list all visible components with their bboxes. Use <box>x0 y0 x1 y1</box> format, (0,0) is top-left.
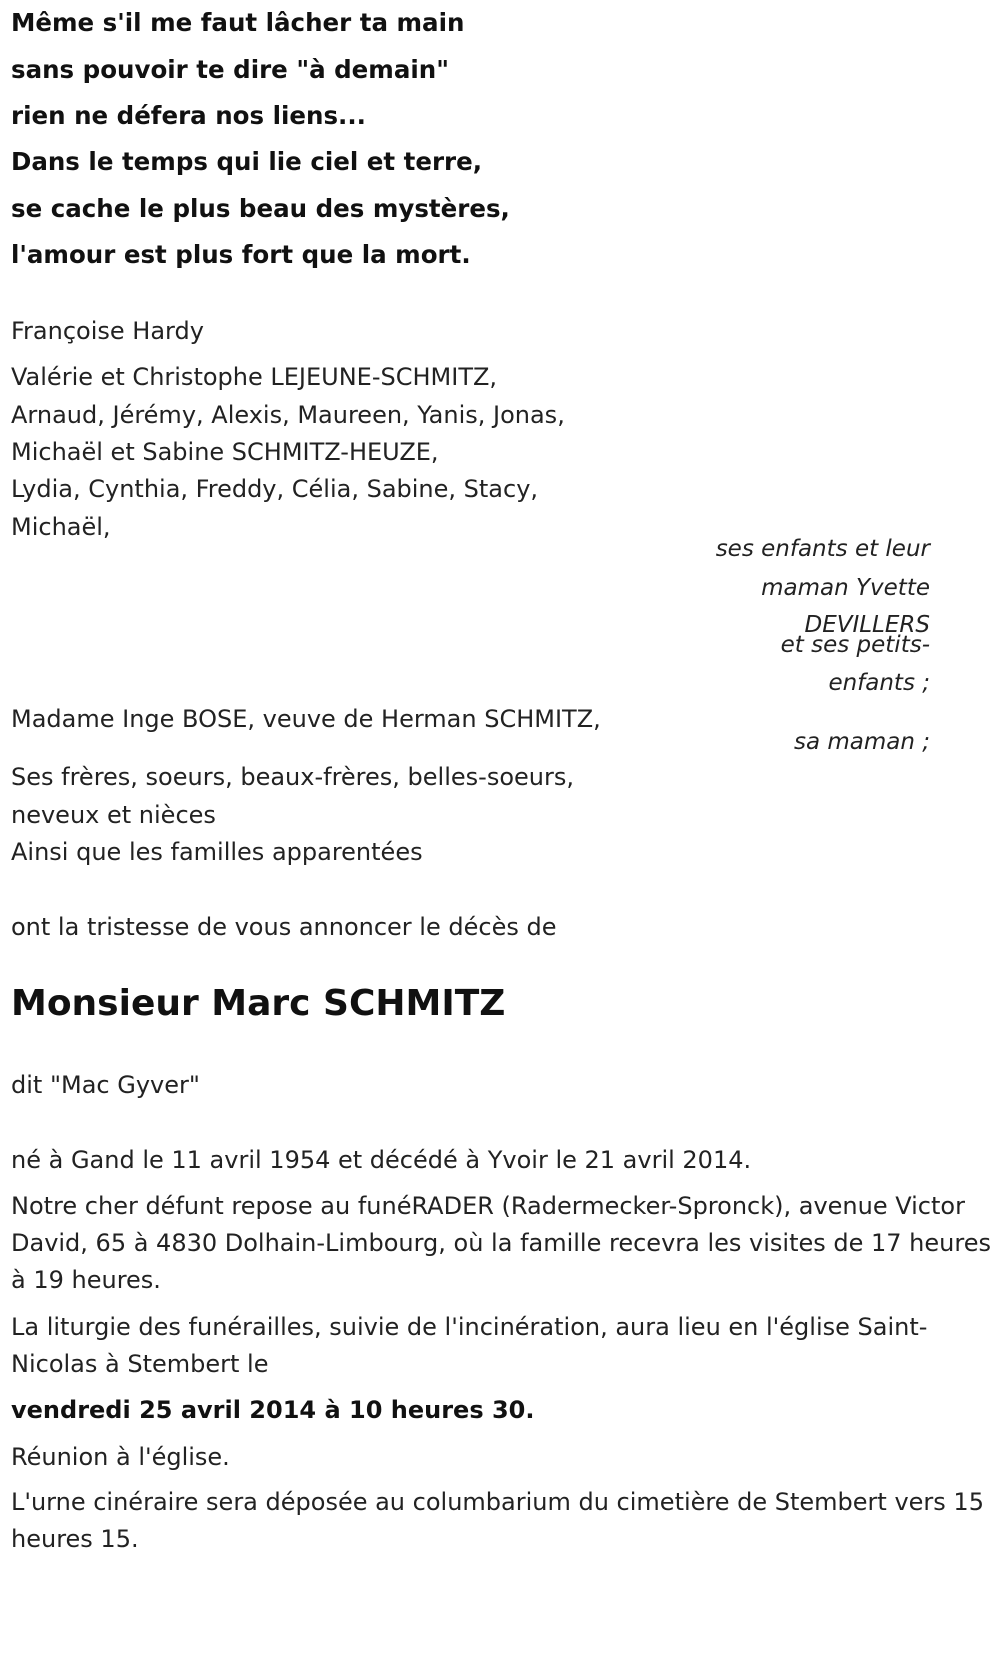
liturgy: La liturgie des funérailles, suivie de l'incinération, aura lieu en l'église Saint-Nicolas à Stembert le <box>11 1313 928 1378</box>
children-relation-line-1: ses enfants et leur <box>715 536 930 562</box>
rest-place: Notre cher défunt repose au funéRADER (Radermecker-Spronck), avenue Victor David, 65 à 4830 Dolhain-Limbourg, où la famille recevra les visites de 17 heures à 19 heures. <box>11 1192 991 1294</box>
relatives-line-1: Ses frères, soeurs, beaux-frères, belles-soeurs, <box>11 763 574 791</box>
poem-line-3: rien ne défera nos liens... <box>11 101 366 130</box>
children-line-2: Arnaud, Jérémy, Alexis, Maureen, Yanis, Jonas, <box>11 401 565 429</box>
relatives-line-3: Ainsi que les familles apparentées <box>11 838 423 866</box>
poem-line-6: l'amour est plus fort que la mort. <box>11 240 471 269</box>
grandchildren-relation-line-1: et ses petits- <box>780 632 930 658</box>
mother-line: Madame Inge BOSE, veuve de Herman SCHMITZ, <box>11 705 601 733</box>
ceremony-datetime: vendredi 25 avril 2014 à 10 heures 30. <box>11 1396 535 1424</box>
poem-line-5: se cache le plus beau des mystères, <box>11 194 510 223</box>
children-line-4: Lydia, Cynthia, Freddy, Célia, Sabine, Stacy, <box>11 475 539 503</box>
children-line-1: Valérie et Christophe LEJEUNE-SCHMITZ, <box>11 363 498 391</box>
deceased-name: Monsieur Marc SCHMITZ <box>11 983 506 1024</box>
poem-line-2: sans pouvoir te dire "à demain" <box>11 55 449 84</box>
mother-relation: sa maman ; <box>793 729 930 755</box>
grandchildren-relation-line-2: enfants ; <box>828 670 930 696</box>
poem-line-4: Dans le temps qui lie ciel et terre, <box>11 147 483 176</box>
birth-death: né à Gand le 11 avril 1954 et décédé à Yvoir le 21 avril 2014. <box>11 1146 752 1174</box>
announcement-intro: ont la tristesse de vous annoncer le décès de <box>11 913 557 941</box>
meeting-place: Réunion à l'église. <box>11 1443 230 1471</box>
children-line-5: Michaël, <box>11 513 111 541</box>
relatives-line-2: neveux et nièces <box>11 801 216 829</box>
children-relation-line-2: maman Yvette <box>761 575 930 601</box>
poem-line-1: Même s'il me faut lâcher ta main <box>11 8 465 37</box>
children-line-3: Michaël et Sabine SCHMITZ-HEUZE, <box>11 438 439 466</box>
children-relation-line-3: DEVILLERS <box>804 612 930 638</box>
poem-author: Françoise Hardy <box>11 317 204 345</box>
nickname: dit "Mac Gyver" <box>11 1071 200 1099</box>
urn-placement: L'urne cinéraire sera déposée au columbarium du cimetière de Stembert vers 15 heures 15. <box>11 1488 984 1553</box>
